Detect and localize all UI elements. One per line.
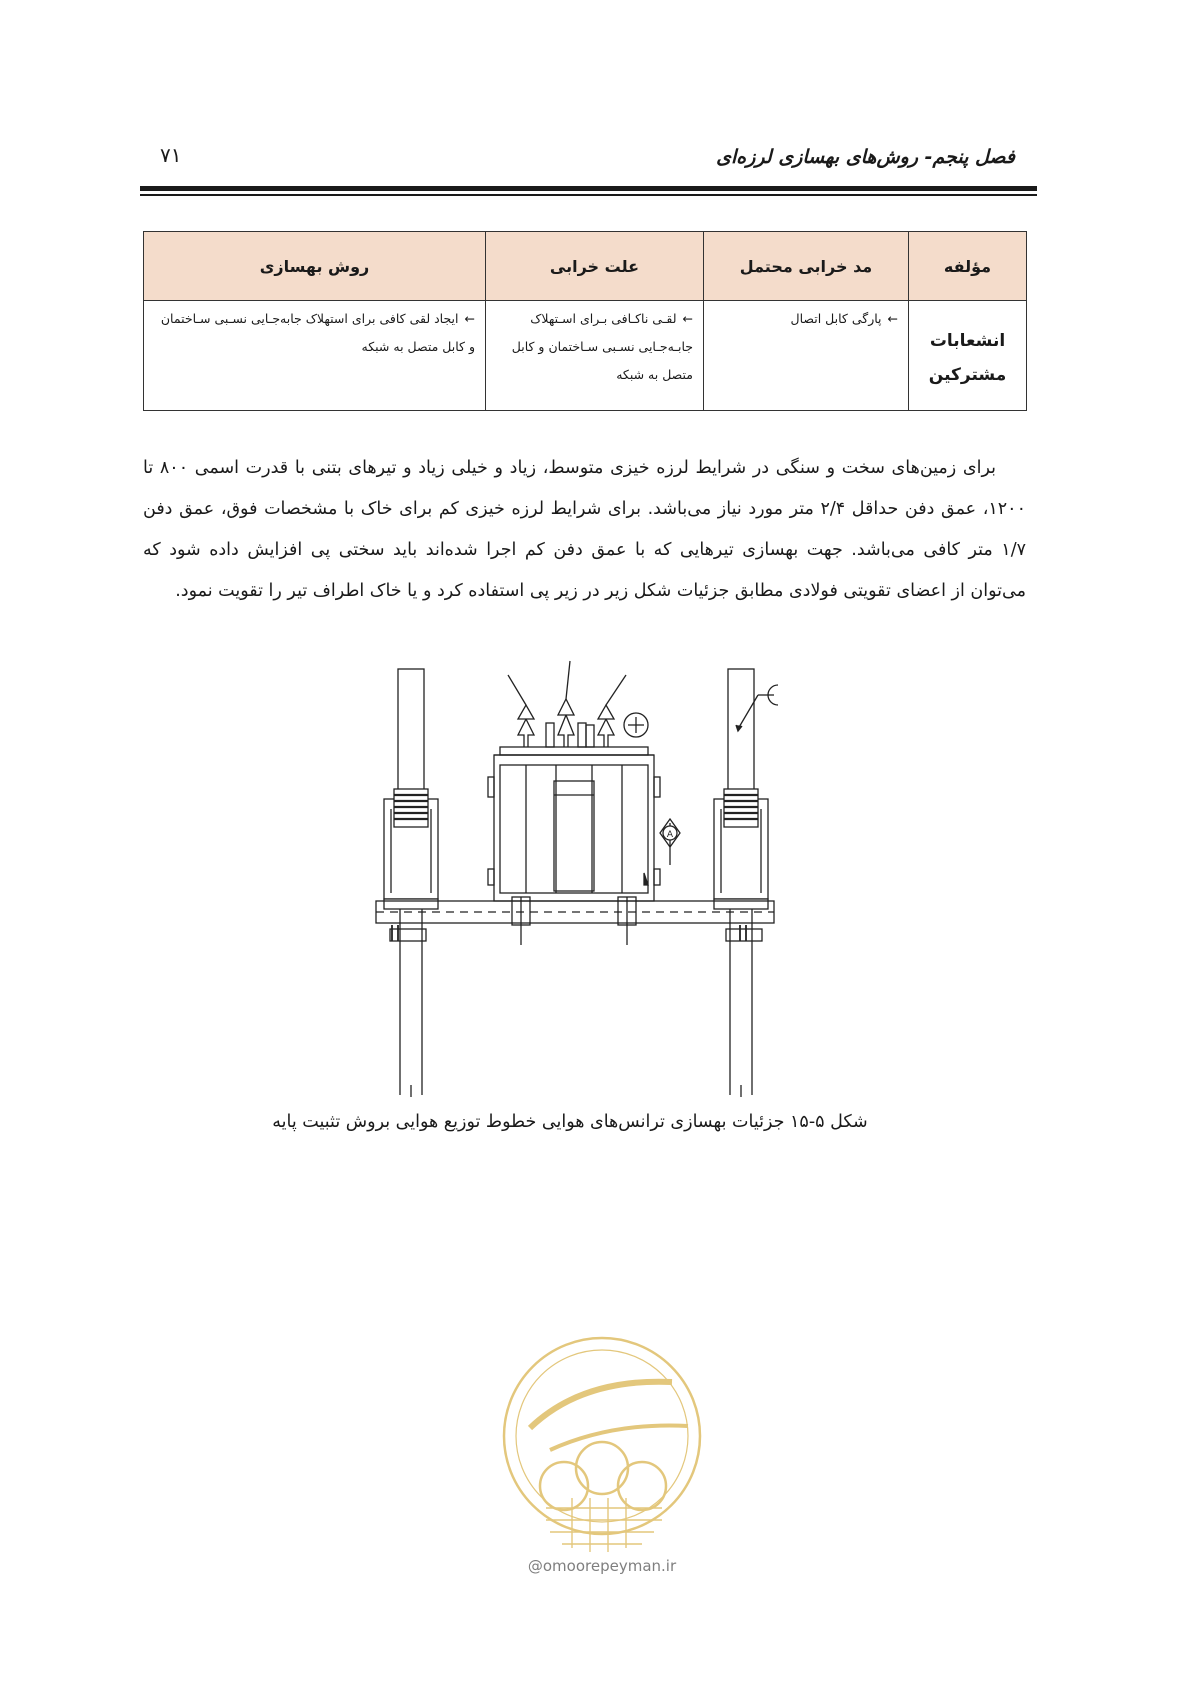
header-failure-mode: مد خرابی محتمل — [704, 232, 909, 301]
header-cause: علت خرابی — [486, 232, 704, 301]
method-text: ایجاد لقی کافی برای استهلاک جابه‌جـایی نسـبی سـاختمان و کابل متصل به شبکه — [160, 311, 475, 354]
running-header: فصل پنجم- روش‌های بهسازی لرزه‌ای — [716, 146, 1015, 168]
table-row — [144, 301, 1027, 411]
transformer — [488, 747, 660, 945]
publisher-seal-logo — [492, 1318, 712, 1583]
cell-failure-mode — [704, 301, 909, 411]
right-pole — [714, 669, 778, 1097]
cell-component: انشعابات مشترکین — [909, 301, 1027, 411]
left-pole — [384, 669, 438, 1097]
figure-caption: شکل ۵-۱۵ جزئیات بهسازی ترانس‌های هوایی خطوط توزیع هوایی بروش تثبیت پایه — [272, 1112, 868, 1132]
watermark-url: @omoorepeyman.ir — [527, 1557, 677, 1575]
page-number: ۷۱ — [160, 143, 182, 167]
failure-mode-text: پارگی کابل اتصال — [790, 311, 882, 326]
body-paragraph — [143, 448, 1026, 612]
header-rule-thin — [140, 194, 1037, 196]
bushings — [508, 661, 648, 747]
section-callout — [644, 819, 680, 885]
cell-cause — [486, 301, 704, 411]
table-header-row — [144, 232, 1027, 301]
failure-modes-table — [143, 231, 1027, 411]
paragraph-text: برای زمین‌های سخت و سنگی در شرایط لرزه خیزی متوسط، زیاد و خیلی زیاد و تیرهای بتنی با قدرت اسمی ۸۰۰ تا ۱۲۰۰، عمق دفن حداقل ۲/۴ متر مورد نیاز می‌باشد. برای شرایط لرزه خیزی کم برای خاک با مشخصات فوق، عمق دفن ۱/۷ متر کافی می‌باشد. جهت بهسازی تیرهایی که با عمق دفن کم اجرا شده‌اند باید سختی پی افزایش داده شود که می‌توان از اعضای تقویتی فولادی مطابق جزئیات شکل زیر در زیر پی استفاده کرد و یا خاک اطراف تیر را تقویت نمود. — [143, 458, 1026, 601]
cause-text: لقـی ناکـافی بـرای اسـتهلاک جابـه‌جـایی نسـبی سـاختمان و کابل متصل به شبکه — [511, 311, 693, 382]
cell-method — [144, 301, 486, 411]
header-method: روش بهسازی — [144, 232, 486, 301]
callout-label: A — [666, 830, 674, 840]
arrow-icon: ← — [464, 311, 475, 326]
arrow-icon: ← — [682, 311, 693, 326]
header-component: مؤلفه — [909, 232, 1027, 301]
transformer-pole-drawing — [360, 655, 780, 1100]
header-rule-thick — [140, 186, 1037, 191]
arrow-icon: ← — [887, 311, 898, 326]
